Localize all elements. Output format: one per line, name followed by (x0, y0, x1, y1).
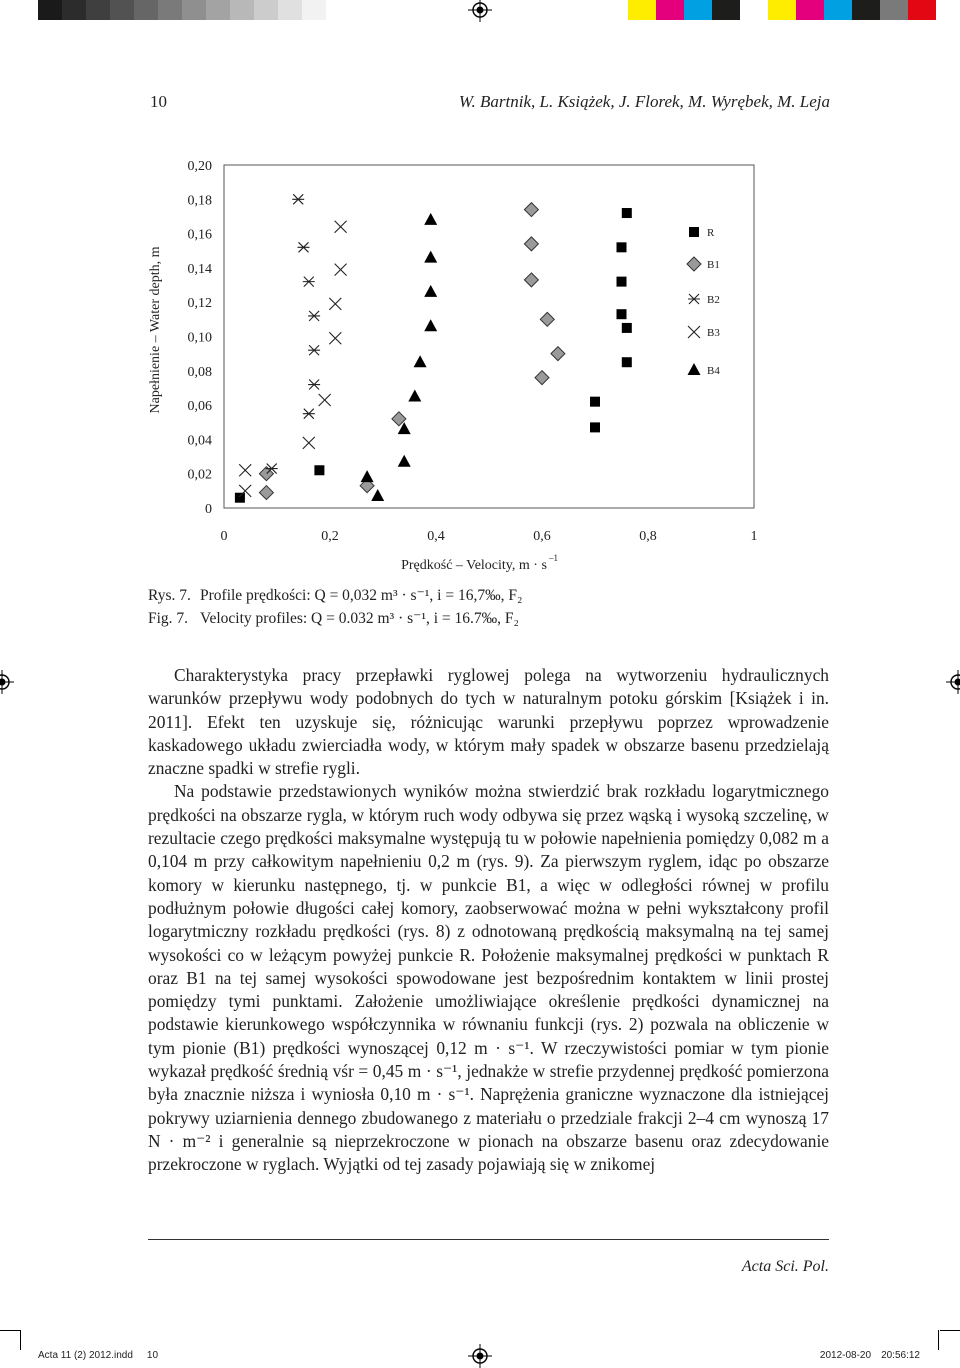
x-tick-label: 0 (221, 529, 228, 544)
y-tick-label: 0,04 (188, 433, 213, 448)
data-point-triangle (424, 285, 437, 297)
data-point-square (689, 227, 699, 237)
y-tick-label: 0,18 (188, 193, 213, 208)
color-swatch (684, 0, 712, 20)
plot-frame (224, 165, 754, 508)
color-swatch (628, 0, 656, 20)
data-point-x (335, 264, 347, 276)
data-point-square (314, 465, 324, 475)
x-tick-label: 0,8 (639, 529, 657, 544)
data-point-triangle (398, 455, 411, 467)
data-point-asterisk (308, 380, 320, 390)
paragraph: Charakterystyka pracy przepławki ryglowej polega na wytworzeniu hydraulicznych warunków przepływu wody podobnych do tych w naturalnym potoku górskim [Książek i in. 2011]. Efekt ten uzyskuje się, różnicując warunki przepływu poprzez wprowadzenie kaskadowego układu zwierciadła wody, w którym mały spadek w obszarze basenu przedzielają znaczne spadki w strefie rygli. (148, 664, 829, 780)
cmyk-color-bar (628, 0, 936, 20)
data-point-square (590, 397, 600, 407)
data-point-asterisk (303, 409, 315, 419)
journal-name: Acta Sci. Pol. (742, 1258, 829, 1276)
data-point-triangle (424, 319, 437, 331)
footer-rule (148, 1239, 829, 1240)
grayscale-color-bar (38, 0, 326, 20)
y-tick-label: 0,16 (188, 228, 213, 243)
x-axis-label: Prędkość – Velocity, m · s (401, 558, 547, 573)
gray-swatch (158, 0, 182, 20)
y-tick-label: 0,20 (188, 159, 213, 174)
color-swatch (824, 0, 852, 20)
legend-label: B4 (707, 365, 720, 377)
data-point-asterisk (298, 242, 310, 252)
gray-swatch (206, 0, 230, 20)
caption-label-pl: Rys. 7. (148, 587, 200, 605)
data-point-triangle (408, 390, 421, 402)
y-tick-label: 0,02 (188, 468, 213, 483)
gray-swatch (302, 0, 326, 20)
gray-swatch (278, 0, 302, 20)
data-point-x (335, 221, 347, 233)
x-tick-label: 0,4 (427, 529, 445, 544)
data-point-square (622, 357, 632, 367)
data-point-diamond (540, 312, 554, 326)
caption-label-en: Fig. 7. (148, 610, 200, 628)
registration-mark-top (468, 0, 492, 22)
data-point-square (617, 277, 627, 287)
caption-text-en: Velocity profiles: Q = 0.032 m³ · s⁻¹, i = 16.7‰, F₂ (200, 610, 519, 627)
slug-date: 2012-08-20 (820, 1350, 871, 1361)
color-swatch (908, 0, 936, 20)
print-slug-left (38, 1350, 158, 1361)
data-point-diamond (535, 371, 549, 385)
figure-caption-pl (148, 586, 522, 605)
figure-caption-en (148, 609, 519, 628)
data-point-diamond (687, 257, 701, 271)
data-point-diamond (524, 203, 538, 217)
y-axis-label: Napełnienie – Water depth, m (148, 246, 163, 413)
data-point-triangle (688, 363, 701, 375)
data-point-x (329, 298, 341, 310)
data-point-x (239, 485, 251, 497)
gray-swatch (110, 0, 134, 20)
data-point-asterisk (303, 277, 315, 287)
x-tick-label: 0,2 (321, 529, 339, 544)
data-point-square (622, 208, 632, 218)
gray-swatch (182, 0, 206, 20)
slug-file: Acta 11 (2) 2012.indd (38, 1350, 133, 1361)
data-point-asterisk (292, 194, 304, 204)
color-swatch (656, 0, 684, 20)
data-point-square (617, 242, 627, 252)
registration-mark-bottom (468, 1344, 492, 1368)
page-number: 10 (150, 92, 167, 112)
y-tick-label: 0,14 (188, 262, 213, 277)
x-tick-label: 0,6 (533, 529, 551, 544)
y-tick-label: 0,10 (188, 331, 213, 346)
data-point-triangle (424, 251, 437, 263)
crop-mark (940, 1330, 960, 1331)
crop-mark (0, 1330, 20, 1331)
data-point-x (329, 332, 341, 344)
crop-mark (938, 1330, 939, 1350)
color-swatch (852, 0, 880, 20)
color-swatch (740, 0, 768, 20)
data-point-square (590, 422, 600, 432)
gray-swatch (254, 0, 278, 20)
data-point-diamond (259, 486, 273, 500)
data-point-x (239, 464, 251, 476)
data-point-triangle (371, 489, 384, 501)
gray-swatch (38, 0, 62, 20)
running-head (150, 92, 830, 116)
data-point-x (303, 437, 315, 449)
x-axis-label-exponent: –1 (548, 553, 558, 563)
caption-text-pl: Profile prędkości: Q = 0,032 m³ · s⁻¹, i = 16,7‰, F₂ (200, 587, 522, 604)
data-point-asterisk (308, 345, 320, 355)
running-head-authors: W. Bartnik, L. Książek, J. Florek, M. Wyrębek, M. Leja (459, 92, 830, 112)
slug-page: 10 (147, 1350, 158, 1361)
legend-label: B2 (707, 294, 720, 306)
color-swatch (880, 0, 908, 20)
body-text (148, 664, 829, 1177)
color-swatch (768, 0, 796, 20)
velocity-profile-chart (0, 150, 960, 580)
y-tick-label: 0,06 (188, 399, 213, 414)
data-point-triangle (414, 355, 427, 367)
x-tick-label: 1 (751, 529, 758, 544)
legend-label: B1 (707, 259, 720, 271)
y-tick-label: 0,12 (188, 296, 213, 311)
gray-swatch (86, 0, 110, 20)
paragraph: Na podstawie przedstawionych wyników można stwierdzić brak rozkładu logarytmicznego prędkości na obszarze rygla, w którym ruch wody odbywa się przez wąską i wysoką szczelinę, w rezultacie czego prędkości maksymalne występują tu w połowie napełnienia pomiędzy 0,082 m a 0,104 m przy całkowitym napełnieniu 0,2 m (rys. 9). Za pierwszym ryglem, idąc po obszarze komory w kierunku następnego, tj. w punkcie B1, a więc w odległości równej w profilu podłużnym połowie długości całej komory, zaobserwować można w pełni wykształcony profil logarytmiczny rozkładu prędkości (rys. 8) z odnotowaną prędkością maksymalną na tej samej wysokości co w leżącym powyżej punkcie R. Położenie maksymalnej prędkości w punktach R oraz B1 na tej samej wysokości spowodowane jest bezpośrednim kontaktem w linii prostej pomiędzy tymi punktami. Założenie umożliwiające określenie prędkości dynamicznej na podstawie kierunkowego współczynnika w równaniu funkcji (rys. 2) pozwala na obliczenie w tym pionie (B1) prędkości wynoszącej 0,12 m · s⁻¹. W rzeczywistości pomiar w tym pionie wykazał prędkość średnią vśr = 0,45 m · s⁻¹, jednakże w strefie przydennej prędkość pomierzona była znacznie niższa i wyniosła 0,10 m · s⁻¹. Naprężenia graniczne wyznaczone dla istniejącej pokrywy uziarnienia dennego zbudowanego z materiału o przedziale frakcji 2–4 cm wynoszą 17 N · m⁻² i generalnie są nieprzekroczone w pionach na obszarze basenu oraz zdecydowanie przekroczone w ryglach. Wyjątki od tej zasady pojawiają się w znikomej (148, 780, 829, 1176)
data-point-asterisk (688, 294, 700, 304)
y-tick-label: 0,08 (188, 365, 213, 380)
registration-mark-left (0, 670, 14, 694)
data-point-x (319, 394, 331, 406)
print-slug-right (820, 1350, 920, 1361)
data-point-diamond (551, 347, 565, 361)
registration-mark-right (946, 670, 960, 694)
data-point-diamond (524, 237, 538, 251)
data-point-square (235, 493, 245, 503)
data-point-square (617, 309, 627, 319)
gray-swatch (230, 0, 254, 20)
crop-mark (20, 1330, 21, 1350)
data-point-triangle (361, 470, 374, 482)
legend-label: R (707, 227, 715, 239)
gray-swatch (134, 0, 158, 20)
data-point-square (622, 323, 632, 333)
data-point-asterisk (308, 311, 320, 321)
data-point-x (688, 326, 700, 338)
color-swatch (712, 0, 740, 20)
data-point-triangle (424, 213, 437, 225)
y-tick-label: 0 (205, 502, 212, 517)
data-point-diamond (524, 273, 538, 287)
legend-label: B3 (707, 327, 720, 339)
color-swatch (796, 0, 824, 20)
slug-time: 20:56:12 (881, 1350, 920, 1361)
gray-swatch (62, 0, 86, 20)
